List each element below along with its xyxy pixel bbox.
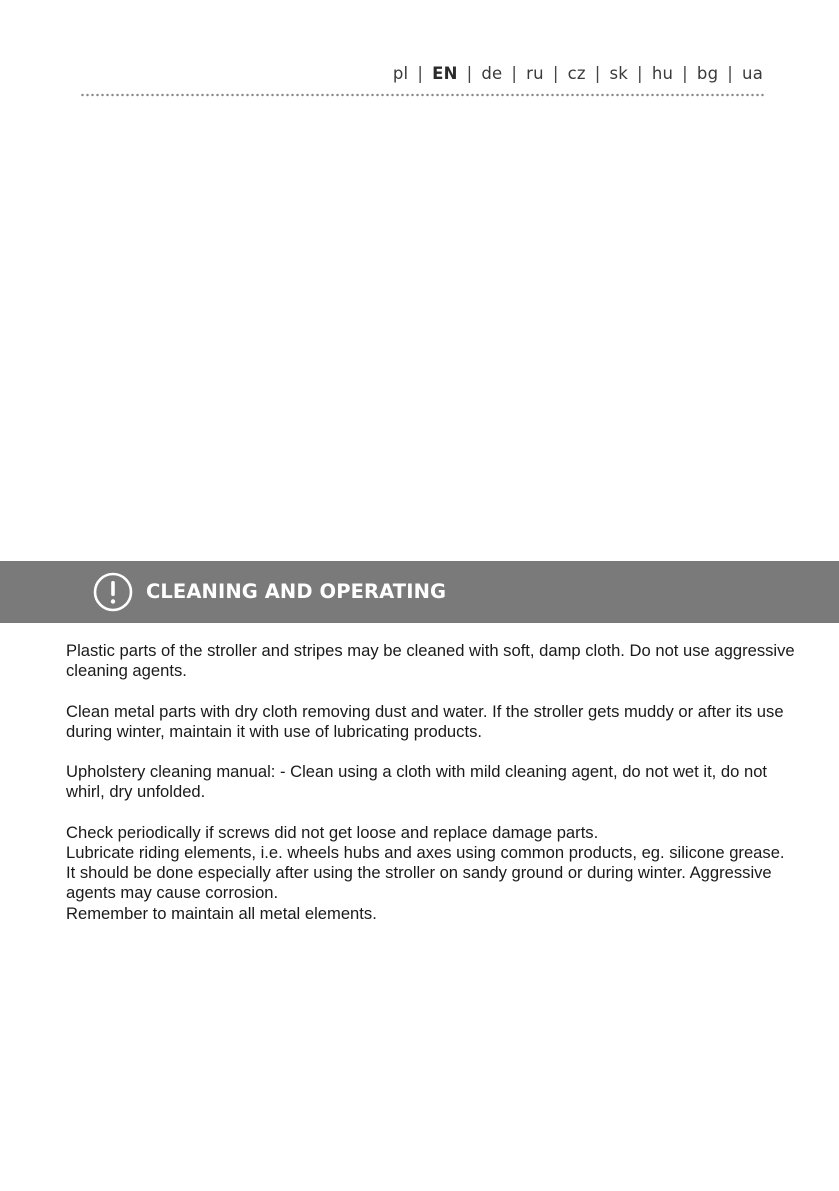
dotted-divider <box>80 93 764 97</box>
exclamation-circle-icon <box>93 572 133 612</box>
lang-separator: | <box>466 64 473 83</box>
lang-cz[interactable]: cz <box>567 64 586 83</box>
lang-ru[interactable]: ru <box>526 64 544 83</box>
language-selector <box>393 64 763 83</box>
line-check-screws: Check periodically if screws did not get loose and replace damage parts. <box>66 822 599 842</box>
lang-separator: | <box>637 64 643 83</box>
paragraph-upholstery: Upholstery cleaning manual: - Clean using a cloth with mild cleaning agent, do not wet it, do not whirl, dry unfolded. <box>66 762 768 802</box>
lang-separator: | <box>594 64 601 83</box>
section-body <box>66 641 796 924</box>
lang-separator: | <box>417 64 424 83</box>
line-maintain-metal: Remember to maintain all metal elements. <box>66 903 377 923</box>
line-lubricate: Lubricate riding elements, i.e. wheels hubs and axes using common products, eg. silicone grease. It should be done especially after using the stroller on sandy ground or during winter. Aggressive agents may cause corrosion. <box>66 842 785 903</box>
lang-ua[interactable]: ua <box>742 64 763 83</box>
paragraph-metal-parts: Clean metal parts with dry cloth removing dust and water. If the stroller gets muddy or after its use during winter, maintain it with use of lubricating products. <box>66 701 784 741</box>
lang-separator: | <box>682 64 688 83</box>
lang-hu[interactable]: hu <box>651 64 674 83</box>
lang-de[interactable]: de <box>481 64 503 83</box>
lang-pl[interactable]: pl <box>392 64 409 83</box>
lang-separator: | <box>552 64 559 83</box>
lang-separator: | <box>727 64 734 83</box>
lang-sk[interactable]: sk <box>609 64 629 83</box>
lang-en[interactable]: EN <box>432 64 458 83</box>
lang-bg[interactable]: bg <box>696 64 719 83</box>
section-title: CLEANING AND OPERATING <box>146 580 447 603</box>
section-header <box>0 561 839 623</box>
paragraph-plastic-parts: Plastic parts of the stroller and stripes may be cleaned with soft, damp cloth. Do not use aggressive cleaning agents. <box>66 641 795 681</box>
lang-separator: | <box>511 64 518 83</box>
